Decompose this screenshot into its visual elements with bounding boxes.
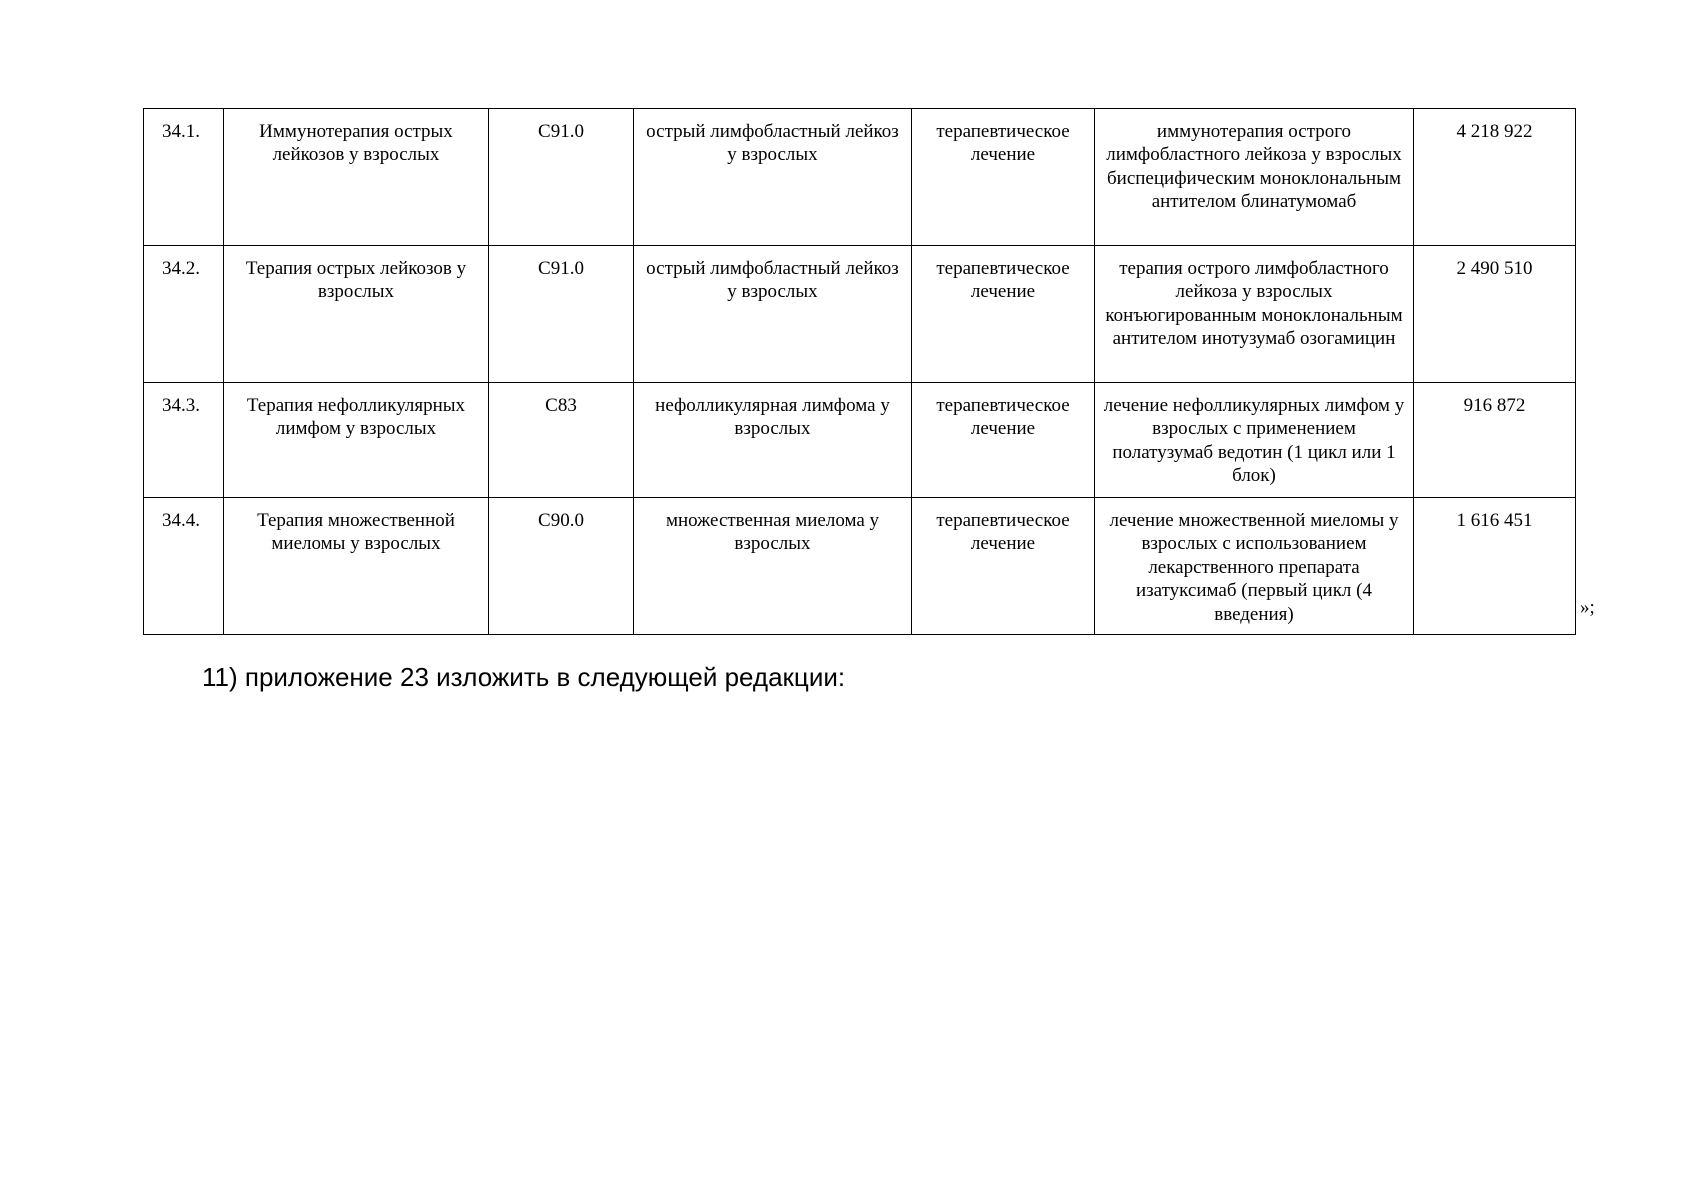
row-cost: 2 490 510 bbox=[1414, 246, 1576, 383]
row-diagnosis: нефолликулярная лимфома у взрослых bbox=[634, 383, 912, 498]
row-number: 34.1. bbox=[144, 109, 224, 246]
table-row bbox=[144, 246, 1576, 383]
row-treatment-type: терапевтическое лечение bbox=[912, 383, 1095, 498]
row-icd-code: C90.0 bbox=[489, 498, 634, 635]
row-diagnosis: острый лимфобластный лейкоз у взрослых bbox=[634, 246, 912, 383]
amendment-instruction: 11) приложение 23 изложить в следующей редакции: bbox=[202, 662, 846, 692]
row-number: 34.2. bbox=[144, 246, 224, 383]
row-icd-code: C83 bbox=[489, 383, 634, 498]
row-number: 34.3. bbox=[144, 383, 224, 498]
row-cost: 4 218 922 bbox=[1414, 109, 1576, 246]
row-treatment-type: терапевтическое лечение bbox=[912, 246, 1095, 383]
row-method: лечение нефолликулярных лимфом у взрослых с применением полатузумаб ведотин (1 цикл или 1 блок) bbox=[1095, 383, 1414, 498]
row-treatment-type: терапевтическое лечение bbox=[912, 109, 1095, 246]
row-method: иммунотерапия острого лимфобластного лейкоза у взрослых биспецифическим моноклональным антителом блинатумомаб bbox=[1095, 109, 1414, 246]
row-number: 34.4. bbox=[144, 498, 224, 635]
row-group: Иммунотерапия острых лейкозов у взрослых bbox=[224, 109, 489, 246]
row-method: терапия острого лимфобластного лейкоза у взрослых конъюгированным моноклональным антителом инотузумаб озогамицин bbox=[1095, 246, 1414, 383]
row-cost: 916 872 bbox=[1414, 383, 1576, 498]
closing-quote-mark: »; bbox=[1580, 597, 1595, 618]
row-diagnosis: множественная миелома у взрослых bbox=[634, 498, 912, 635]
row-cost: 1 616 451 bbox=[1414, 498, 1576, 635]
row-diagnosis: острый лимфобластный лейкоз у взрослых bbox=[634, 109, 912, 246]
table-row bbox=[144, 109, 1576, 246]
row-method: лечение множественной миеломы у взрослых с использованием лекарственного препарата изатуксимаб (первый цикл (4 введения) bbox=[1095, 498, 1414, 635]
row-icd-code: C91.0 bbox=[489, 109, 634, 246]
table-row bbox=[144, 383, 1576, 498]
row-group: Терапия множественной миеломы у взрослых bbox=[224, 498, 489, 635]
row-icd-code: C91.0 bbox=[489, 246, 634, 383]
row-treatment-type: терапевтическое лечение bbox=[912, 498, 1095, 635]
table-row bbox=[144, 498, 1576, 635]
row-group: Терапия нефолликулярных лимфом у взрослых bbox=[224, 383, 489, 498]
treatment-table bbox=[143, 108, 1576, 635]
row-group: Терапия острых лейкозов у взрослых bbox=[224, 246, 489, 383]
